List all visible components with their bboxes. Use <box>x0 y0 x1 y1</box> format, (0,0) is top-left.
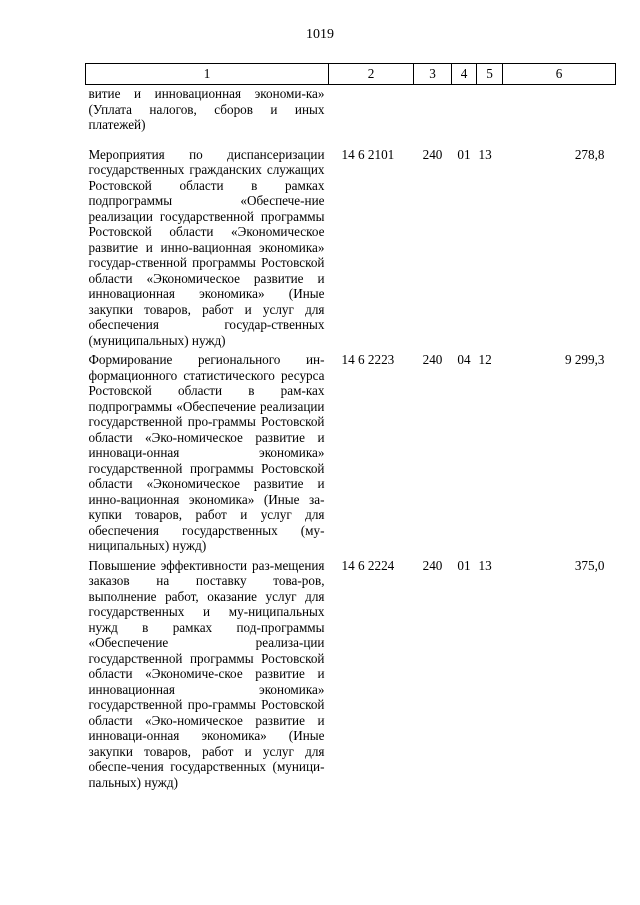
row-col-4: 01 <box>457 557 471 573</box>
row-col-4: 01 <box>457 146 471 162</box>
row-description: витие и инновационная экономи-ка» (Уплата налогов, сборов и иных платежей) <box>88 86 325 132</box>
row-col-5: 13 <box>478 557 492 573</box>
row-description: Мероприятия по диспансеризации государственных гражданских служащих Ростовской области в рамках подпрограммы «Обеспече-ние реализации государственной программы Ростовской области «Экономическое развитие и инно-вационная экономика» государ-ственной программы Ростовской области «Экономическое развитие и инновационная экономика» (Иные закупки товаров, работ и услуг для обеспечения государ-ственных (муниципальных) нужд) <box>88 146 325 348</box>
row-col-3: 240 <box>422 352 443 367</box>
header-col-5: 5 <box>477 64 503 85</box>
row-col-4: 04 <box>457 352 471 367</box>
header-col-4: 4 <box>452 64 477 85</box>
budget-table <box>85 63 616 794</box>
header-col-3: 3 <box>414 64 452 85</box>
row-col-5 <box>477 85 503 147</box>
header-col-1: 1 <box>86 64 329 85</box>
row-col-3: 240 <box>422 146 443 162</box>
table-row <box>86 85 616 147</box>
table-row <box>86 147 616 353</box>
row-code: 14 6 2224 <box>341 557 395 573</box>
table-row <box>86 558 616 795</box>
row-col-3: 240 <box>422 557 443 573</box>
header-col-2: 2 <box>329 64 414 85</box>
row-col-5: 13 <box>478 146 492 162</box>
row-amount: 9 299,3 <box>564 352 605 367</box>
row-amount <box>503 85 616 147</box>
row-description: Формирование регионального ин-формационного статистического ресурса Ростовской области в рам-ках подпрограммы «Обеспечение реализации государственной про-граммы Ростовской области «Эко-номическое развитие и инноваци-онная экономика» государственной программы Ростовской области «Экономическое развитие и инно-вационная экономика» (Иные за-купки товаров, работ и услуг для обеспечения государственных (му-ниципальных) нужд) <box>88 352 325 553</box>
row-code: 14 6 2223 <box>341 352 395 367</box>
row-code <box>329 85 414 147</box>
page-number: 1019 <box>306 27 334 42</box>
header-col-6: 6 <box>503 64 616 85</box>
row-col-4 <box>452 85 477 147</box>
row-amount: 375,0 <box>574 557 605 573</box>
row-amount: 278,8 <box>574 146 605 162</box>
row-col-5: 12 <box>478 352 492 367</box>
row-description: Повышение эффективности раз-мещения заказов на поставку това-ров, выполнение работ, оказание услуг для государственных и му-ниципальных нужд в рамках под-программы «Обеспечение реализа-ции государственной программы Ростовской области «Экономиче-ское развитие и инновационная экономика» государственной про-граммы Ростовской области «Эко-номическое развитие и инноваци-онная экономика» (Иные закупки товаров, работ и услуг для обеспе-чения государственных (муници-пальных) нужд) <box>88 557 325 790</box>
header-row <box>86 64 616 85</box>
row-code: 14 6 2101 <box>341 146 395 162</box>
row-col-3 <box>414 85 452 147</box>
table-row <box>86 352 616 558</box>
